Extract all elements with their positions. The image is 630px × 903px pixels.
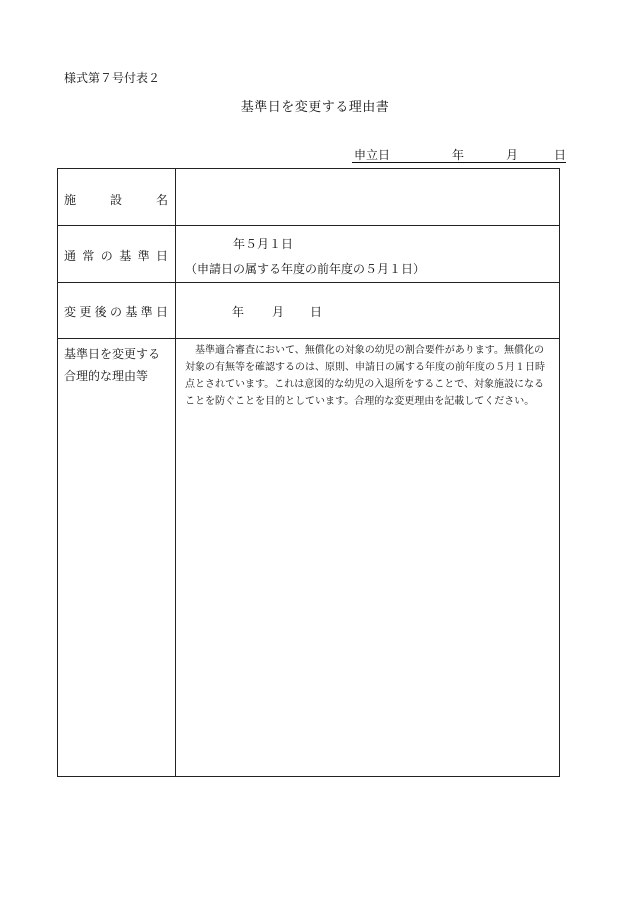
changed-date-field[interactable]: [177, 284, 559, 337]
instruction-line: 基準適合審査において、無償化の対象の幼児の割合要件があります。無償化の: [185, 345, 544, 356]
reason-label-line2: 合理的な理由等: [64, 369, 149, 383]
facility-name-field[interactable]: [177, 170, 559, 224]
changed-date-year: 年: [232, 305, 245, 319]
instruction-line: 点とされています。これは意図的な幼児の入退所をすることで、対象施設になる: [185, 379, 544, 390]
form-table: [57, 168, 560, 777]
application-date-month: 月: [506, 148, 519, 162]
row-divider: [58, 225, 559, 226]
instruction-line: 対象の有無等を確認するのは、原則、申請日の属する年度の前年度の５月１日時: [185, 362, 545, 373]
row-divider: [58, 282, 559, 283]
standard-date-note: （申請日の属する年度の前年度の５月１日）: [185, 262, 426, 276]
changed-date-month: 月: [272, 305, 285, 319]
application-date-line[interactable]: [352, 146, 566, 163]
column-divider: [175, 169, 176, 776]
application-date-day: 日: [554, 148, 567, 162]
standard-date-label: 通常の基準日: [64, 249, 168, 263]
reason-input-area[interactable]: [177, 409, 559, 775]
application-date-year: 年: [452, 148, 465, 162]
document-title: 基準日を変更する理由書: [240, 100, 390, 115]
instruction-line: ことを防ぐことを目的としています。合理的な変更理由を記載してください。: [185, 396, 535, 407]
application-date-label: 申立日: [354, 148, 391, 162]
reason-label: [64, 343, 160, 387]
form-number: 様式第７号付表２: [64, 71, 161, 85]
row-divider: [58, 338, 559, 339]
standard-date-value: 年５月１日: [233, 237, 294, 251]
changed-date-label: 変更後の基準日: [64, 305, 168, 319]
facility-name-label: 施 設 名: [64, 193, 168, 207]
reason-instruction-text: [185, 342, 557, 410]
reason-label-line1: 基準日を変更する: [64, 347, 161, 361]
changed-date-day: 日: [310, 305, 323, 319]
